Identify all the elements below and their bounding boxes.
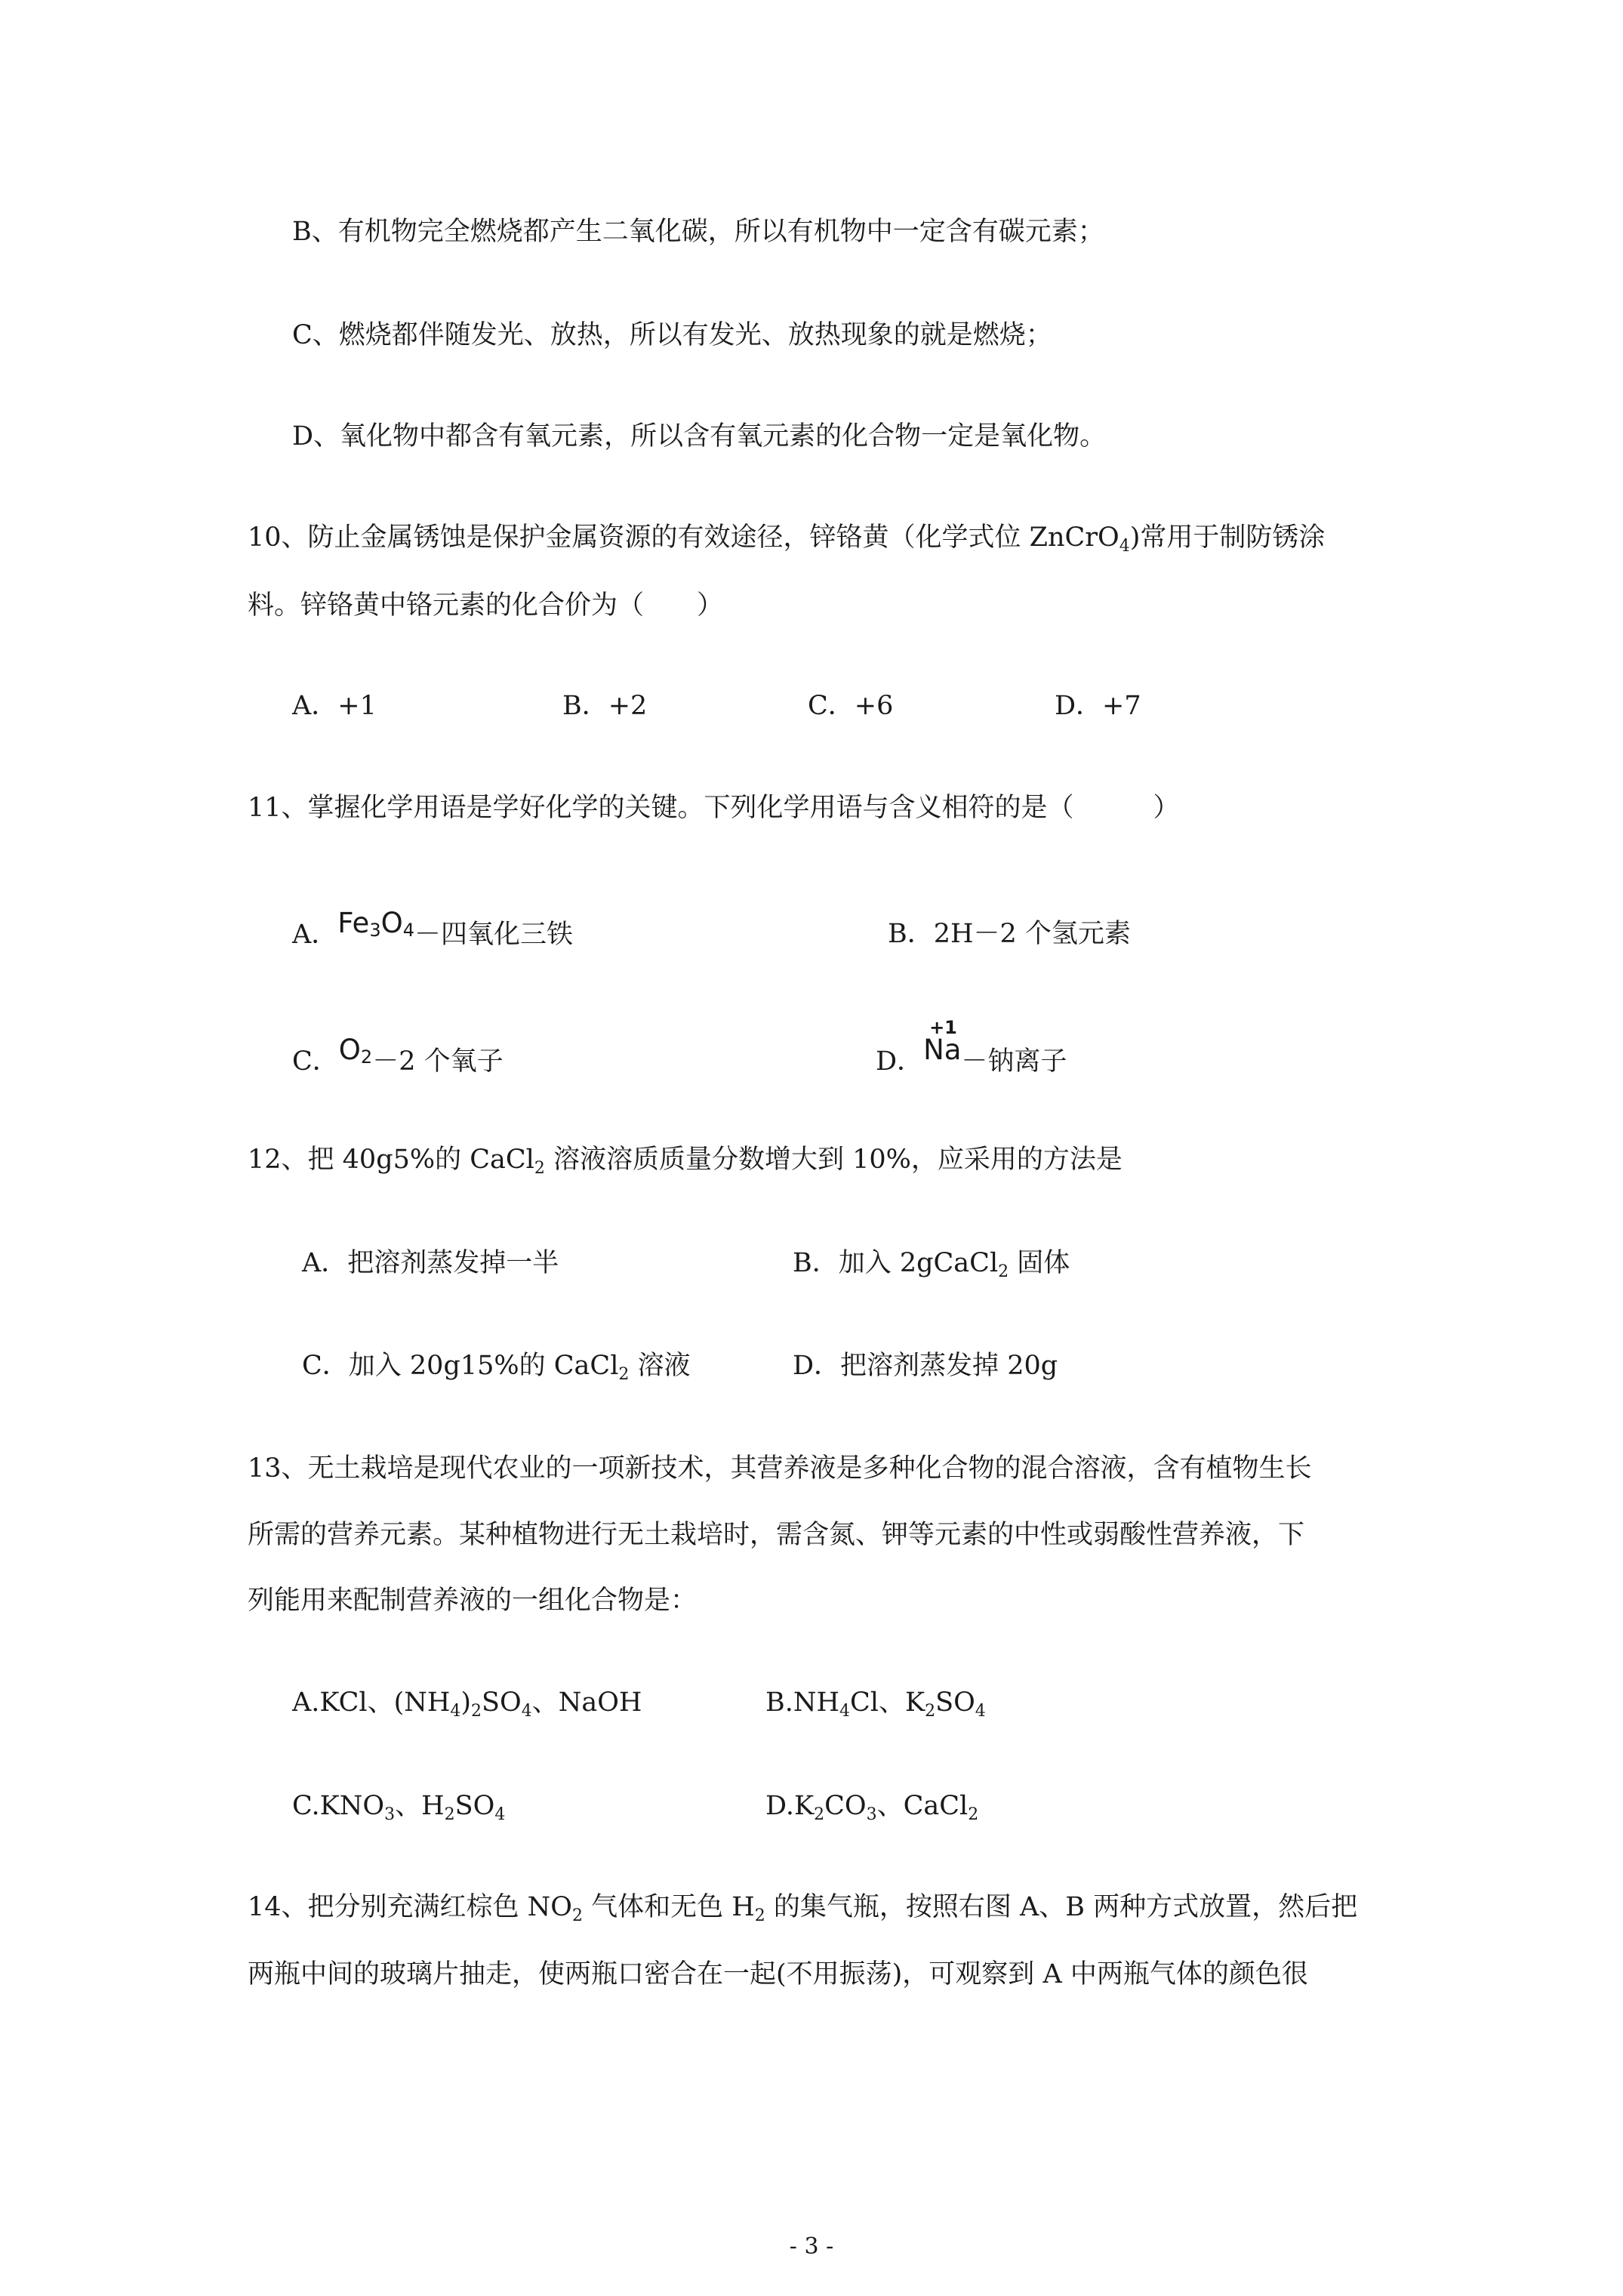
fe3o4-formula: $Fe_3O_4$	[337, 907, 414, 941]
q9-option-d: D、氧化物中都含有氧元素，所以含有氧元素的化合物一定是氧化物。	[292, 421, 1107, 451]
q12-option-c: C．加入 20g15%的 CaCl$_2$ 溶液	[302, 1351, 691, 1384]
q11-option-a: A．$Fe_3O_4-$四氧化三铁	[292, 907, 574, 950]
q11-stem: 11、掌握化学用语是学好化学的关键。下列化学用语与含义相符的是（ ）	[248, 793, 1180, 823]
q13-stem-line-3: 列能用来配制营养液的一组化合物是：	[248, 1586, 698, 1616]
q10-stem-line-2: 料。锌铬黄中铬元素的化合价为（ ）	[248, 590, 724, 621]
q9-option-c: C、燃烧都伴随发光、放热，所以有发光、放热现象的就是燃烧；	[292, 320, 1052, 350]
page-number: - 3 -	[789, 2233, 834, 2260]
q13-option-d: $D.K_2CO_3$、CaCl$_2$	[765, 1791, 979, 1824]
q10-option-a: A．+1	[292, 691, 377, 721]
q13-option-c: $C.KNO_3$、$H_2SO_4$	[292, 1791, 506, 1824]
o2-formula: $O_2$	[338, 1034, 373, 1068]
q9-option-b: B、有机物完全燃烧都产生二氧化碳，所以有机物中一定含有碳元素；	[292, 217, 1104, 247]
q10-option-b: B．+2	[562, 691, 648, 721]
q12-option-b: B．加入 2gCaCl$_2$ 固体	[793, 1248, 1070, 1281]
q13-stem-line-1: 13、无土栽培是现代农业的一项新技术，其营养液是多种化合物的混合溶液，含有植物生长	[248, 1453, 1312, 1484]
q12-option-d: D．把溶剂蒸发掉 20g	[793, 1351, 1058, 1381]
q13-stem-line-2: 所需的营养元素。某种植物进行无土栽培时，需含氮、钾等元素的中性或弱酸性营养液，下	[248, 1520, 1305, 1550]
q11-option-c: C．$O_2-2$ 个氧子	[292, 1034, 504, 1077]
q13-option-b: $B.NH_4Cl$、$K_2SO_4$	[765, 1687, 986, 1721]
q13-option-a: A.KCl、$(NH_4)_2SO_4$、NaOH	[292, 1687, 642, 1721]
q14-stem-line-1: 14、把分别充满红棕色 $NO_2$ 气体和无色 $H_2$ 的集气瓶，按照右图 A、B 两种方式放置，然后把	[248, 1892, 1358, 1925]
q10-option-c: C．+6	[808, 691, 894, 721]
q12-option-a: A．把溶剂蒸发掉一半	[302, 1248, 559, 1278]
q12-stem: 12、把 40g5%的 CaCl$_2$ 溶液溶质质量分数增大到 10%，应采用的方法是	[248, 1145, 1123, 1178]
q11-option-d: D． +1 Na－钠离子	[876, 1017, 1067, 1077]
na-formula: +1 Na	[923, 1017, 962, 1066]
q14-stem-line-2: 两瓶中间的玻璃片抽走，使两瓶口密合在一起(不用振荡)，可观察到 A 中两瓶气体的颜色很	[248, 1959, 1308, 1989]
q10-stem-line-1: 10、防止金属锈蚀是保护金属资源的有效途径，锌铬黄（化学式位 ZnCrO$_4$)常用于制防锈涂	[248, 522, 1326, 556]
q10-option-d: D．+7	[1055, 691, 1141, 721]
q11-option-b: B．2H－2 个氢元素	[888, 919, 1131, 949]
